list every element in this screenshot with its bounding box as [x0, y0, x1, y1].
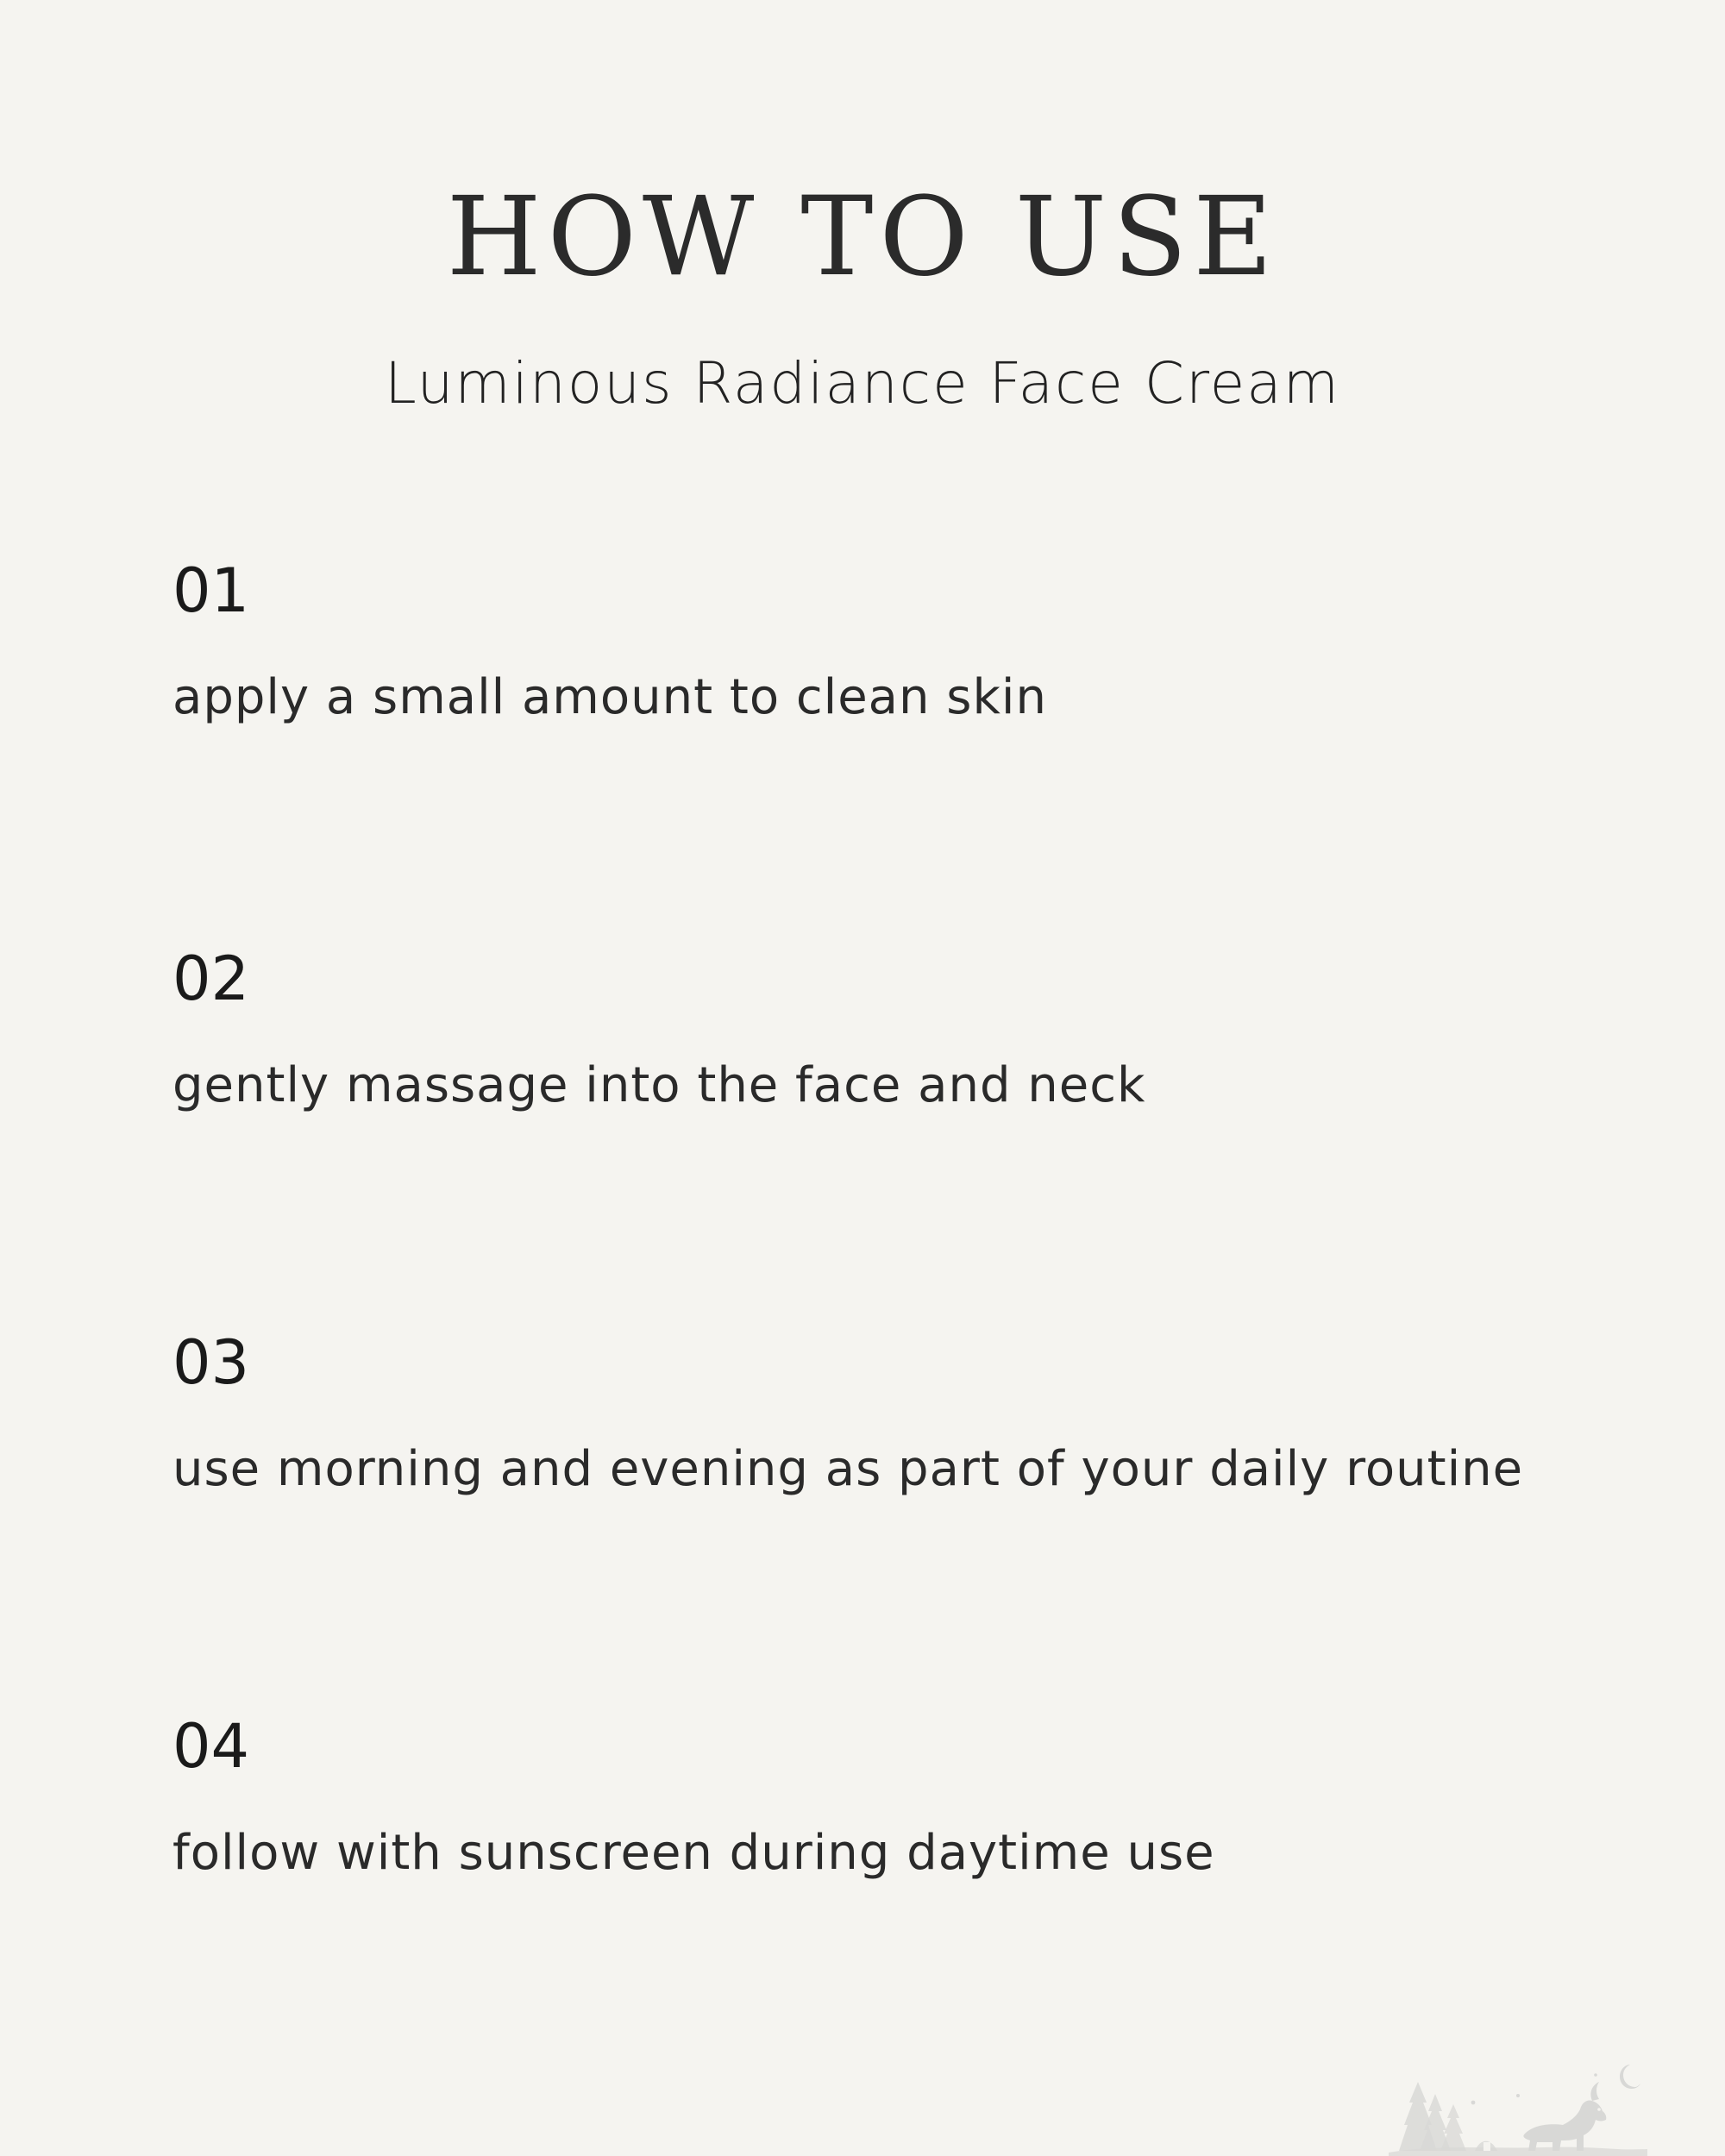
step-item — [172, 556, 1596, 729]
page-title: HOW TO USE — [446, 173, 1279, 300]
step-item — [172, 1712, 1596, 1884]
step-text: follow with sunscreen during daytime use — [172, 1825, 1215, 1881]
goat-trees-moon-icon — [1389, 2061, 1647, 2156]
step-text: apply a small amount to clean skin — [172, 669, 1047, 725]
step-number: 02 — [172, 943, 250, 1014]
step-number: 03 — [172, 1327, 250, 1398]
step-item — [172, 944, 1596, 1117]
step-number: 04 — [172, 1711, 250, 1782]
product-name: Luminous Radiance Face Cream — [384, 350, 1341, 417]
step-text: use morning and evening as part of your daily routine — [172, 1441, 1524, 1497]
step-text: gently massage into the face and neck — [172, 1057, 1146, 1113]
step-item — [172, 1328, 1596, 1501]
step-number: 01 — [172, 555, 250, 626]
